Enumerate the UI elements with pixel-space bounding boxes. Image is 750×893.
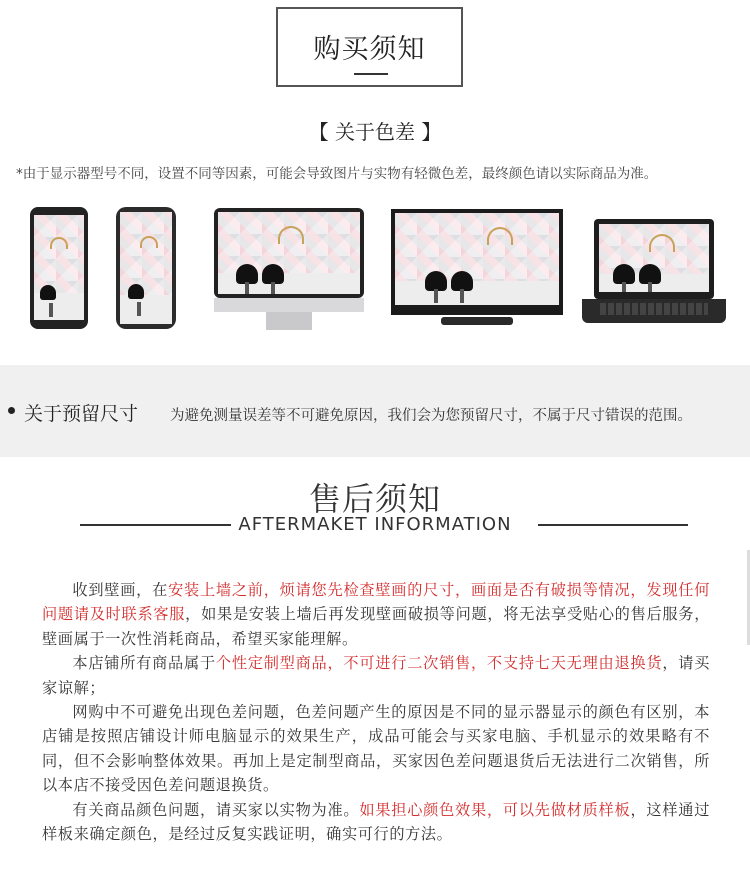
paragraph-4 (42, 798, 710, 847)
reserve-size-heading: 关于预留尺寸 (24, 403, 139, 425)
laptop-image (582, 219, 726, 325)
p4-text: 有关商品颜色问题，请买家以实物为准。 (72, 800, 360, 819)
p2-highlight: 个性定制型商品，不可进行二次销售，不支持七天无理由退换货 (215, 654, 663, 673)
color-difference-heading: 【 关于色差 】 (308, 120, 442, 144)
purchase-notice-title: 购买须知 (313, 34, 426, 65)
paragraph-2 (42, 651, 710, 700)
reserve-size-description: 为避免测量误差等不可避免原因，我们会为您预留尺寸，不属于尺寸错误的范围。 (170, 408, 692, 424)
divider-right (538, 524, 688, 526)
p1-highlight: 安装上墙之前，烦请您先检查壁画的尺寸，画面是否有破损等情况，发现任何问题请及时联系客服 (42, 581, 710, 624)
phone-2-image (116, 207, 176, 329)
tv-image (391, 209, 563, 327)
imac-image (214, 208, 364, 333)
p4-text-end: ，这样通过样板来确定颜色，是经过反复实践证明，确实可行的方法。 (42, 800, 710, 844)
title-underline (354, 73, 388, 75)
p2-text-end: ，请买家谅解； (42, 654, 710, 697)
bullet-icon (8, 407, 15, 414)
color-difference-note: *由于显示器型号不同，设置不同等因素，可能会导致图片与实物有轻微色差，最终颜色请以实际商品为准。 (16, 166, 658, 182)
reserve-size-band (0, 365, 750, 457)
p2-text: 本店铺所有商品属于 (72, 654, 216, 673)
paragraph-1 (42, 578, 710, 651)
aftersale-subtitle: AFTERMAKET INFORMATION (238, 514, 512, 535)
purchase-notice-title-box (276, 7, 463, 87)
p4-highlight: 如果担心颜色效果，可以先做材质样板 (359, 800, 631, 819)
aftersale-title: 售后须知 (308, 480, 441, 518)
p1-text: 收到壁画，在 (72, 581, 169, 599)
paragraph-3: 网购中不可避免出现色差问题，色差问题产生的原因是不同的显示器显示的颜色有区别，本店铺是按照店铺设计师电脑显示的效果生产，成品可能会与买家电脑、手机显示的效果略有不同，但不会影响整体效果。再加上是定制型商品，买家因色差问题退货后无法进行二次销售，所以本店不接受因色差问题退换货。 (42, 703, 710, 795)
p1-text-end: ，如果是安装上墙后再发现壁画破损等问题，将无法享受贴心的售后服务，壁画属于一次性消耗商品，希望买家能理解。 (42, 605, 710, 648)
aftersale-body (42, 578, 710, 846)
phone-1-image (30, 207, 88, 329)
